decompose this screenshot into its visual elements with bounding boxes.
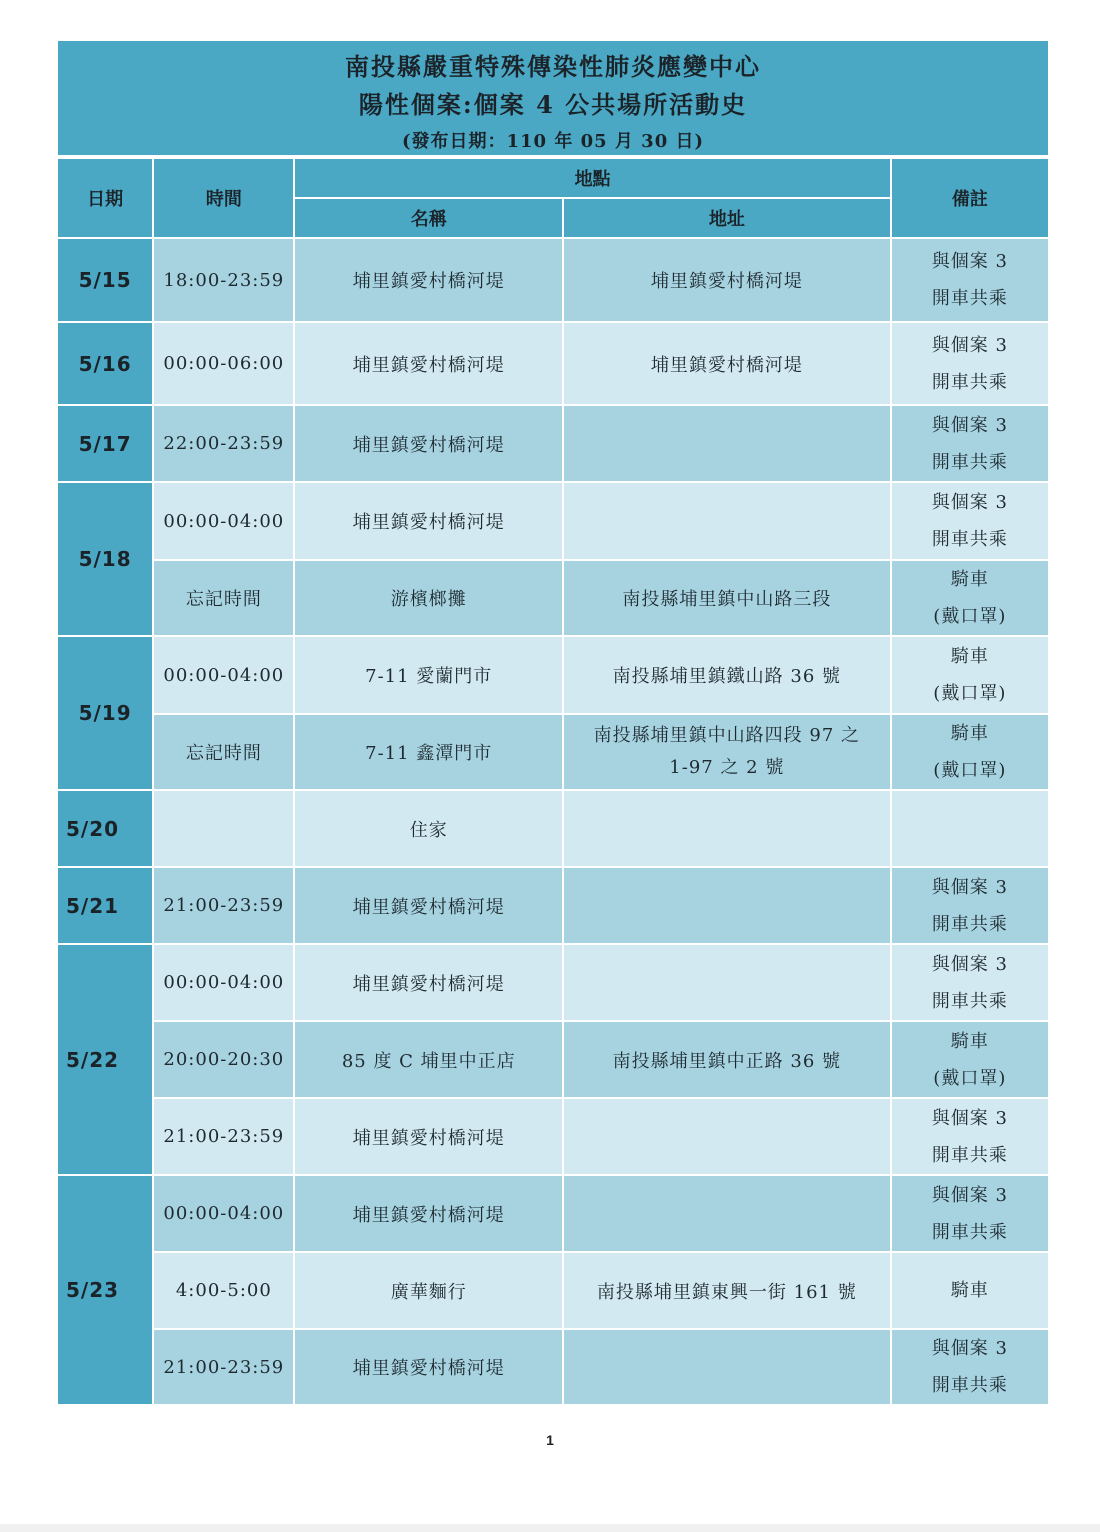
time-cell: 00:00-04:00 [154,637,293,713]
time-cell: 18:00-23:59 [154,239,293,321]
time-cell: 21:00-23:59 [154,1099,293,1174]
date-cell: 5/19 [58,637,152,789]
address-cell: 埔里鎮愛村橋河堤 [564,239,890,321]
note-cell: 與個案 3 開車共乘 [892,945,1048,1020]
header-name: 名稱 [295,199,562,237]
place-name-cell: 游檳榔攤 [295,561,562,635]
place-name-cell: 埔里鎮愛村橋河堤 [295,1330,562,1404]
time-cell: 忘記時間 [154,561,293,635]
place-name-cell: 7-11 愛蘭門市 [295,637,562,713]
table-row [58,1099,1048,1174]
table-row [58,406,1048,481]
address-cell [564,868,890,943]
page-edge [0,1524,1100,1532]
time-cell: 00:00-04:00 [154,945,293,1020]
note-cell: 與個案 3 開車共乘 [892,868,1048,943]
date-cell: 5/15 [58,239,152,321]
time-cell: 20:00-20:30 [154,1022,293,1097]
note-cell: 騎車 (戴口罩) [892,637,1048,713]
table-row [58,239,1048,321]
time-cell: 00:00-06:00 [154,323,293,404]
activity-table [56,157,1050,1406]
title-block [58,41,1048,155]
place-name-cell: 埔里鎮愛村橋河堤 [295,323,562,404]
note-cell: 騎車 [892,1253,1048,1328]
note-cell: 與個案 3 開車共乘 [892,483,1048,559]
address-cell: 南投縣埔里鎮中山路四段 97 之 1-97 之 2 號 [564,715,890,789]
table-row [58,483,1048,559]
table-row [58,561,1048,635]
place-name-cell: 住家 [295,791,562,866]
address-cell [564,945,890,1020]
table-row [58,1253,1048,1328]
title-line-2: 陽性個案:個案 4 公共場所活動史 [358,90,748,119]
place-name-cell: 85 度 C 埔里中正店 [295,1022,562,1097]
place-name-cell: 埔里鎮愛村橋河堤 [295,1099,562,1174]
header-time: 時間 [154,159,293,237]
table-row [58,868,1048,943]
address-cell: 南投縣埔里鎮中正路 36 號 [564,1022,890,1097]
address-cell [564,406,890,481]
address-cell [564,791,890,866]
table-row [58,715,1048,789]
place-name-cell: 埔里鎮愛村橋河堤 [295,483,562,559]
place-name-cell: 埔里鎮愛村橋河堤 [295,1176,562,1251]
address-cell [564,1330,890,1404]
note-cell [892,791,1048,866]
note-cell: 與個案 3 開車共乘 [892,406,1048,481]
date-cell: 5/20 [58,791,152,866]
header-note: 備註 [892,159,1048,237]
place-name-cell: 埔里鎮愛村橋河堤 [295,406,562,481]
header-location: 地點 [295,159,889,197]
address-cell: 埔里鎮愛村橋河堤 [564,323,890,404]
header-date: 日期 [58,159,152,237]
time-cell: 22:00-23:59 [154,406,293,481]
note-cell: 騎車 (戴口罩) [892,715,1048,789]
table-row [58,1330,1048,1404]
note-cell: 騎車 (戴口罩) [892,1022,1048,1097]
note-cell: 騎車 (戴口罩) [892,561,1048,635]
note-cell: 與個案 3 開車共乘 [892,1176,1048,1251]
address-cell: 南投縣埔里鎮鐵山路 36 號 [564,637,890,713]
table-row [58,791,1048,866]
note-cell: 與個案 3 開車共乘 [892,239,1048,321]
table-row [58,323,1048,404]
page-number: 1 [546,1432,554,1448]
date-cell: 5/22 [58,945,152,1174]
time-cell: 00:00-04:00 [154,1176,293,1251]
note-cell: 與個案 3 開車共乘 [892,323,1048,404]
note-cell: 與個案 3 開車共乘 [892,1330,1048,1404]
place-name-cell: 埔里鎮愛村橋河堤 [295,868,562,943]
time-cell: 4:00-5:00 [154,1253,293,1328]
address-cell [564,483,890,559]
address-cell: 南投縣埔里鎮中山路三段 [564,561,890,635]
time-cell: 21:00-23:59 [154,1330,293,1404]
time-cell: 00:00-04:00 [154,483,293,559]
time-cell: 21:00-23:59 [154,868,293,943]
header-address: 地址 [564,199,890,237]
table-row [58,1022,1048,1097]
place-name-cell: 埔里鎮愛村橋河堤 [295,945,562,1020]
address-cell [564,1176,890,1251]
table-row [58,637,1048,713]
date-cell: 5/16 [58,323,152,404]
date-cell: 5/17 [58,406,152,481]
place-name-cell: 廣華麵行 [295,1253,562,1328]
title-line-1: 南投縣嚴重特殊傳染性肺炎應變中心 [345,52,761,81]
date-cell: 5/21 [58,868,152,943]
publish-date: (發布日期：110 年 05 月 30 日) [401,131,705,152]
note-cell: 與個案 3 開車共乘 [892,1099,1048,1174]
time-cell [154,791,293,866]
table-row [58,945,1048,1020]
place-name-cell: 埔里鎮愛村橋河堤 [295,239,562,321]
date-cell: 5/18 [58,483,152,635]
date-cell: 5/23 [58,1176,152,1404]
table-row [58,1176,1048,1251]
place-name-cell: 7-11 鑫潭門市 [295,715,562,789]
address-cell: 南投縣埔里鎮東興一街 161 號 [564,1253,890,1328]
time-cell: 忘記時間 [154,715,293,789]
address-cell [564,1099,890,1174]
